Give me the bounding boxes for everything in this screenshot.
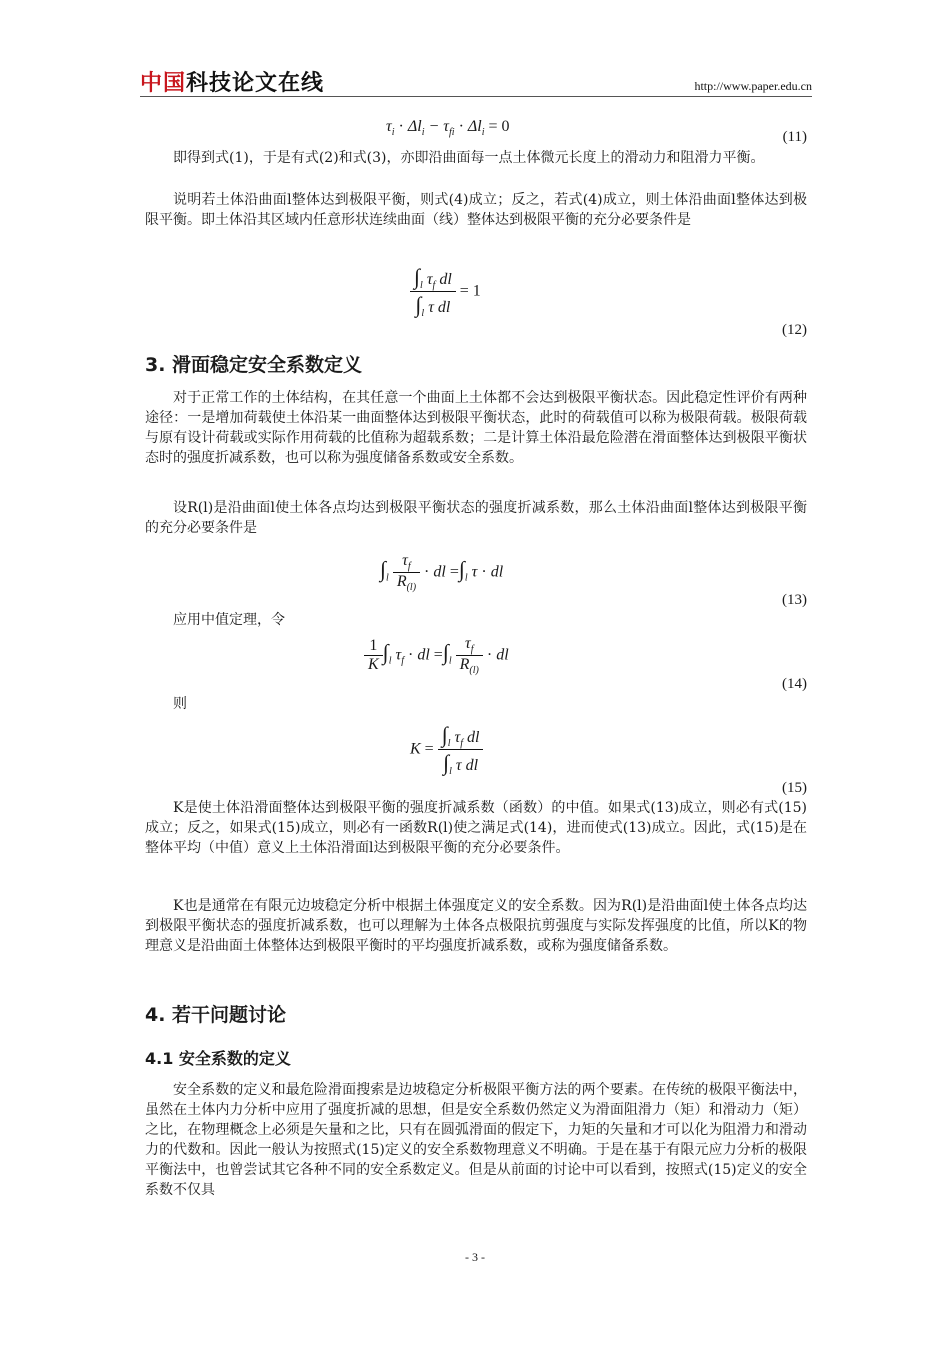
equation-14-right-fraction: $\frac{\tau_f}{R_{(l)}}$	[456, 635, 483, 676]
equation-15: K = $\frac{\int_l \tau_f dl}{\int_l \tau dl}$	[410, 722, 483, 777]
paragraph-5: 应用中值定理，令	[173, 612, 285, 628]
paragraph-2: 说明若土体沿曲面l整体达到极限平衡，则式(4)成立；反之，若式(4)成立，则土体沿曲面l整体达到极限平衡。即土体沿其区域内任意形状连续曲面（线）整体达到极限平衡的充分必要条件是	[145, 192, 807, 228]
logo-black-text: 科技论文在线	[186, 71, 325, 96]
equation-14-number: (14)	[782, 676, 807, 692]
logo-red-text: 中国	[140, 71, 187, 96]
header-url[interactable]: http://www.paper.edu.cn	[694, 79, 812, 93]
equation-13: $\int_l$ $\frac{\tau_f}{R_{(l)}}$ · dl $=\int_l$ τ · dl	[380, 552, 504, 594]
equation-15-fraction: $\frac{\int_l \tau_f dl}{\int_l \tau dl}$	[438, 722, 484, 777]
equation-13-fraction: $\frac{\tau_f}{R_{(l)}}$	[393, 552, 420, 593]
equation-11-number: (11)	[782, 129, 807, 145]
paragraph-3: 对于正常工作的土体结构，在其任意一个曲面上土体都不会达到极限平衡状态。因此稳定性评价有两种途径：一是增加荷载使土体沿某一曲面整体达到极限平衡状态，此时的荷载值可以称为极限荷载。极限荷载与原有设计荷载或实际作用荷载的比值称为超载系数；二是计算土体沿最危险潜在滑面整体达到极限平衡状态时的强度折减系数，也可以称为强度储备系数或安全系数。	[145, 390, 807, 466]
paragraph-4: 设R(l)是沿曲面l使土体各点均达到极限平衡状态的强度折减系数，那么土体沿曲面l整体达到极限平衡的充分必要条件是	[145, 500, 807, 536]
equation-13-number: (13)	[782, 592, 807, 608]
page-number: - 3 -	[465, 1250, 485, 1264]
journal-logo	[140, 66, 324, 97]
equation-12-fraction: $\frac{\int_l \tau_f dl}{\int_l \tau dl}$	[410, 264, 456, 319]
equation-12: $\frac{\int_l \tau_f dl}{\int_l \tau dl}$ = 1	[410, 264, 481, 319]
paragraph-6: 则	[173, 696, 187, 712]
page-header	[140, 66, 812, 97]
paragraph-9: 安全系数的定义和最危险滑面搜索是边坡稳定分析极限平衡方法的两个要素。在传统的极限平衡法中，虽然在土体内力分析中应用了强度折减的思想，但是安全系数仍然定义为滑面阻滑力（矩）和滑动力（矩）之比，在物理概念上必须是矢量和之比，只有在圆弧滑面的假定下，力矩的矢量和才可以化为阻滑力和滑动力的代数和。因此一般认为按照式(15)定义的安全系数物理意义不明确。于是在基于有限元应力分析的极限平衡法中，也曾尝试其它各种不同的安全系数定义。但是从前面的讨论中可以看到，按照式(15)定义的安全系数不仅具	[145, 1082, 807, 1198]
equation-11: $\tau_i \cdot \Delta l_i - \tau_{fi} \cdot \Delta l_i = 0$	[386, 118, 510, 139]
section-4-heading: 4. 若干问题讨论	[145, 1004, 287, 1026]
equation-14: $\frac{1}{K}$ $\int_l$ $\tau_f$ · dl $=\int_l$ $\frac{\tau_f}{R_{(l)}}$ · dl	[364, 635, 509, 676]
paragraph-8: K也是通常在有限元边坡稳定分析中根据土体强度定义的安全系数。因为R(l)是沿曲面l使土体各点均达到极限平衡状态的强度折减系数，也可以理解为土体各点极限抗剪强度与实际发挥强度的比值，所以K的物理意义是沿曲面土体整体达到极限平衡时的平均强度折减系数，或称为强度储备系数。	[145, 898, 807, 954]
equation-14-left-fraction: $\frac{1}{K}$	[364, 637, 383, 674]
equation-12-number: (12)	[782, 322, 807, 338]
subsection-4-1-heading: 4.1 安全系数的定义	[145, 1049, 291, 1068]
paragraph-1: 即得到式(1)，于是有式(2)和式(3)，亦即沿曲面每一点土体微元长度上的滑动力和阻滑力平衡。	[173, 150, 765, 166]
equation-15-number: (15)	[782, 780, 807, 796]
section-3-heading: 3. 滑面稳定安全系数定义	[145, 354, 363, 376]
paragraph-7: K是使土体沿滑面整体达到极限平衡的强度折减系数（函数）的中值。如果式(13)成立，则必有式(15)成立；反之，如果式(15)成立，则必有一函数R(l)使之满足式(14)，进而使式(13)成立。因此，式(15)是在整体平均（中值）意义上土体沿滑面l达到极限平衡的充分必要条件。	[145, 800, 807, 856]
